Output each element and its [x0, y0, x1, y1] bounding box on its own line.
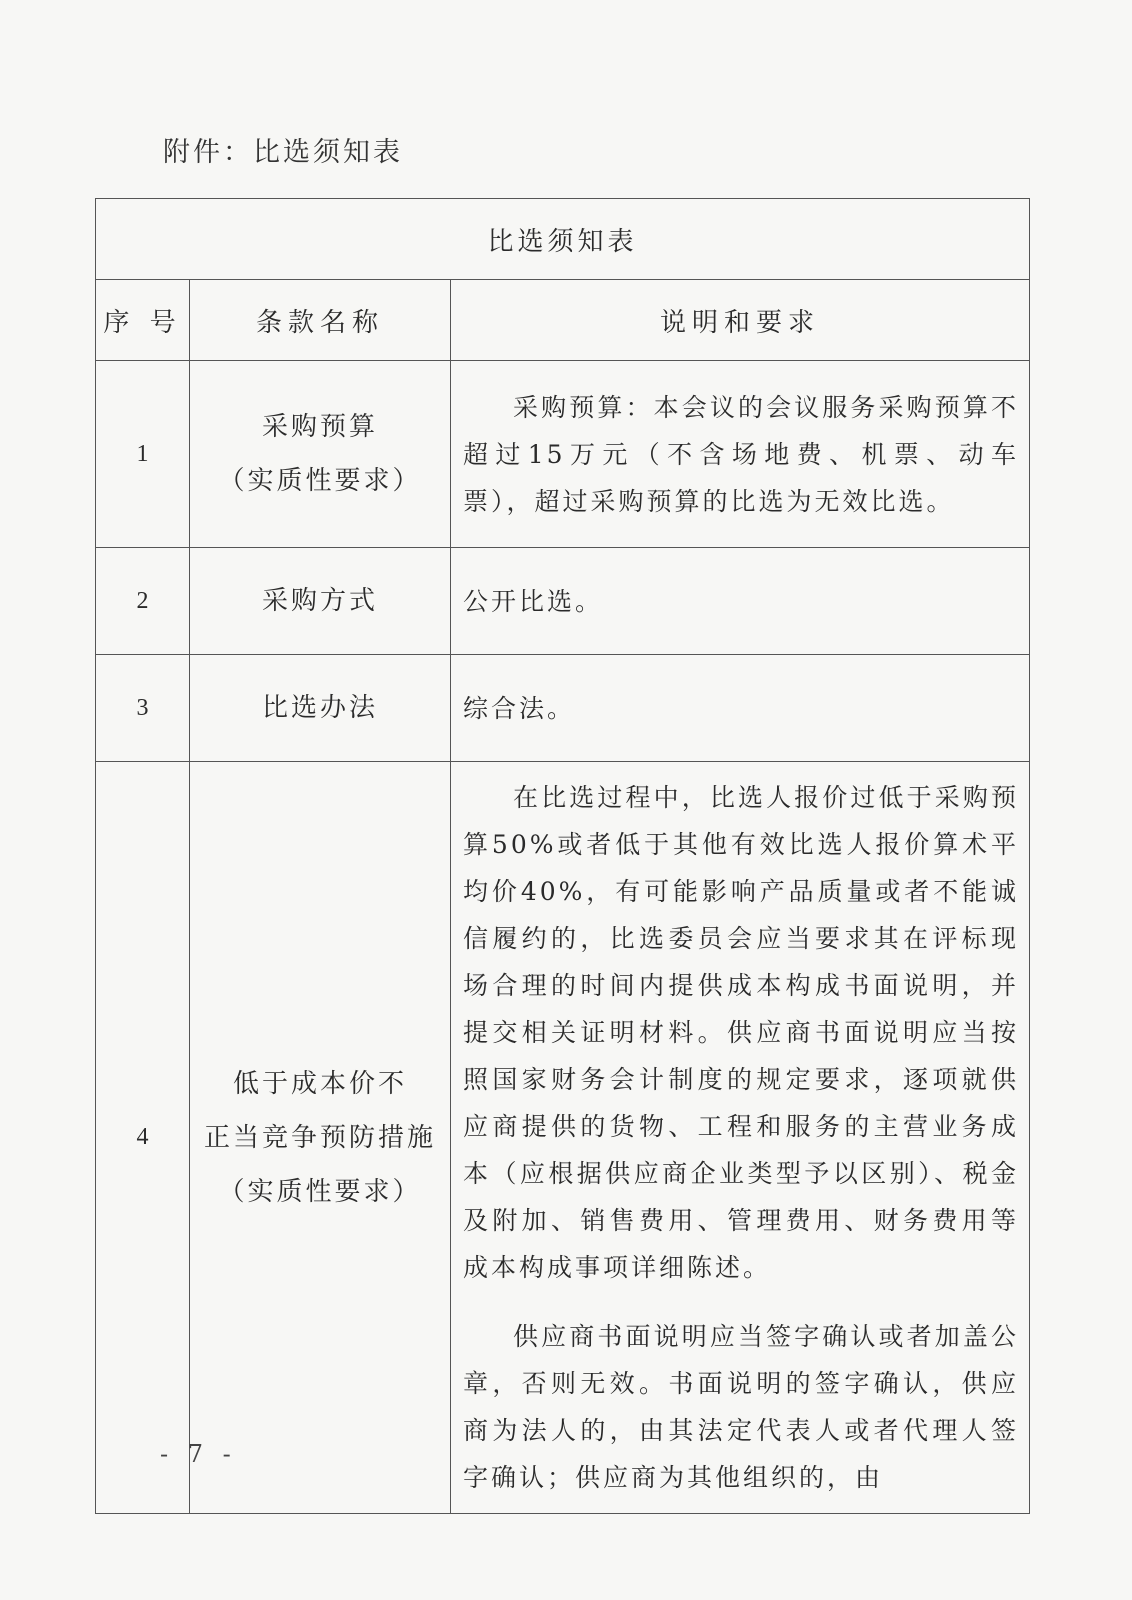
- clause-name-line: （实质性要求）: [218, 1176, 422, 1207]
- bid-notice-table: [95, 198, 1030, 1514]
- row-number: 4: [96, 762, 190, 1514]
- page-number: - 7 -: [160, 1440, 237, 1468]
- clause-name-line: 采购方式: [261, 586, 378, 616]
- description-paragraph: 综合法。: [463, 693, 576, 723]
- clause-name: [190, 762, 451, 1514]
- description-paragraph: 供应商书面说明应当签字确认或者加盖公章，否则无效。书面说明的签字确认，供应商为法人的，由其法定代表人或者代理人签字确认；供应商为其他组织的，由: [463, 1322, 1020, 1492]
- clause-name-line: 采购预算: [261, 412, 378, 442]
- table-title: 比选须知表: [96, 199, 1030, 280]
- attachment-label: 附件：比选须知表: [163, 137, 403, 168]
- clause-name-line: 比选办法: [261, 693, 378, 723]
- description-paragraph: 采购预算：本会议的会议服务采购预算不超过15万元（不含场地费、机票、动车票），超过采购预算的比选为无效比选。: [463, 392, 1020, 516]
- table-row: [96, 762, 1030, 1514]
- clause-name: [190, 655, 451, 762]
- clause-description: [451, 361, 1030, 548]
- clause-name-line: 正当竞争预防措施: [203, 1122, 436, 1153]
- table-row: [96, 548, 1030, 655]
- clause-description: [451, 762, 1030, 1514]
- clause-name: [190, 548, 451, 655]
- header-desc: 说明和要求: [451, 280, 1030, 361]
- clause-name-line: 低于成本价不: [232, 1068, 407, 1099]
- row-number: 3: [96, 655, 190, 762]
- description-paragraph: 在比选过程中，比选人报价过低于采购预算50%或者低于其他有效比选人报价算术平均价40%，有可能影响产品质量或者不能诚信履约的，比选委员会应当要求其在评标现场合理的时间内提供成本构成书面说明，并提交相关证明材料。供应商书面说明应当按照国家财务会计制度的规定要求，逐项就供应商提供的货物、工程和服务的主营业务成本（应根据供应商企业类型予以区别）、税金及附加、销售费用、管理费用、财务费用等成本构成事项详细陈述。: [463, 783, 1020, 1282]
- clause-name-line: （实质性要求）: [218, 466, 422, 496]
- header-no: 序 号: [96, 280, 190, 361]
- clause-description: [451, 655, 1030, 762]
- clause-description: [451, 548, 1030, 655]
- clause-name: [190, 361, 451, 548]
- table-row: [96, 361, 1030, 548]
- table-title-row: [96, 199, 1030, 280]
- header-name: 条款名称: [190, 280, 451, 361]
- table-header-row: [96, 280, 1030, 361]
- row-number: 2: [96, 548, 190, 655]
- row-number: 1: [96, 361, 190, 548]
- table-row: [96, 655, 1030, 762]
- description-paragraph: 公开比选。: [463, 586, 604, 616]
